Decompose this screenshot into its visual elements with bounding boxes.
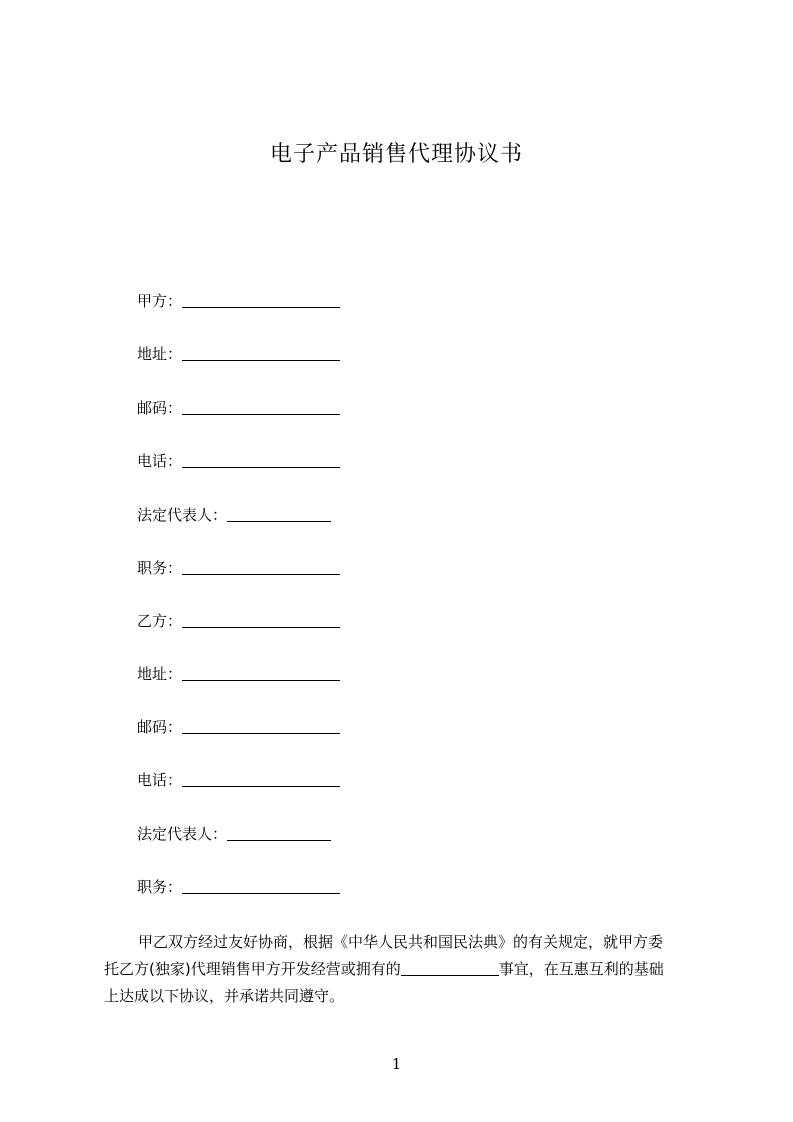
party-a-legal-rep-blank[interactable] [227, 506, 331, 522]
party-b-address-blank[interactable] [182, 665, 340, 681]
party-b-legal-rep-label: 法定代表人： [137, 825, 228, 843]
party-a-legal-rep-label: 法定代表人： [137, 506, 228, 524]
party-b-label: 乙方： [137, 612, 183, 630]
party-a-address-label: 地址： [137, 345, 183, 363]
page-number: 1 [391, 1055, 402, 1073]
party-b-address-field [137, 664, 340, 684]
party-a-address-field [137, 344, 340, 364]
intro-line-2-start: 托乙方(独家)代理销售甲方开发经营或拥有的 [104, 960, 401, 978]
party-b-legal-rep-blank[interactable] [227, 825, 331, 841]
party-a-postcode-blank[interactable] [182, 399, 340, 415]
party-b-position-field [137, 877, 340, 897]
intro-line-2-end: 事宜，在互惠互利的基础 [498, 960, 664, 978]
party-a-blank[interactable] [182, 292, 340, 308]
party-b-phone-label: 电话： [137, 771, 183, 789]
party-a-field [137, 291, 340, 311]
party-a-position-label: 职务： [137, 559, 183, 577]
party-b-blank[interactable] [182, 612, 340, 628]
party-a-address-blank[interactable] [182, 345, 340, 361]
party-b-postcode-field [137, 717, 340, 737]
party-b-phone-blank[interactable] [182, 771, 340, 787]
party-b-position-blank[interactable] [182, 878, 340, 894]
party-a-postcode-label: 邮码： [137, 399, 183, 417]
product-blank[interactable] [401, 960, 499, 976]
intro-paragraph [104, 929, 714, 1010]
party-a-position-field [137, 558, 340, 578]
intro-line-3: 上达成以下协议，并承诺共同遵守。 [104, 987, 345, 1005]
party-a-position-blank[interactable] [182, 559, 340, 575]
party-a-phone-field [137, 451, 340, 471]
party-b-position-label: 职务： [137, 878, 183, 896]
party-a-postcode-field [137, 398, 340, 418]
party-b-address-label: 地址： [137, 665, 183, 683]
party-b-field [137, 611, 340, 631]
party-a-legal-rep-field [137, 505, 331, 525]
document-title: 电子产品销售代理协议书 [269, 142, 523, 167]
party-b-postcode-blank[interactable] [182, 718, 340, 734]
intro-line-1: 甲乙双方经过友好协商，根据《中华人民共和国民法典》的有关规定，就甲方委 [138, 933, 664, 951]
party-b-postcode-label: 邮码： [137, 718, 183, 736]
party-a-phone-label: 电话： [137, 452, 183, 470]
party-b-phone-field [137, 770, 340, 790]
party-a-phone-blank[interactable] [182, 452, 340, 468]
party-b-legal-rep-field [137, 824, 331, 844]
intro-line-2 [104, 956, 714, 983]
party-a-label: 甲方： [137, 292, 183, 310]
